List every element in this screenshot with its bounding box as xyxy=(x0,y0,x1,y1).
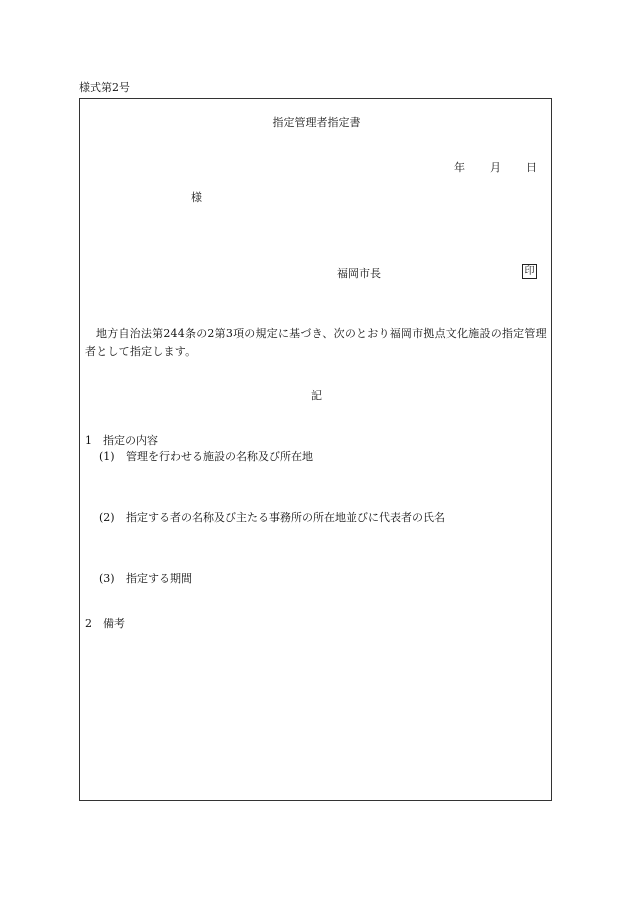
body-paragraph: 地方自治法第244条の2第3項の規定に基づき、次のとおり福岡市拠点文化施設の指定管理者として指定します。 xyxy=(85,327,547,358)
document-title: 指定管理者指定書 xyxy=(272,116,361,129)
subsection-number: (2) xyxy=(99,511,115,524)
form-number: 様式第2号 xyxy=(79,81,130,94)
date-day-label: 日 xyxy=(526,161,537,174)
seal-mark: 印 xyxy=(522,264,537,279)
subsection-label: 指定する者の名称及び主たる事務所の所在地並びに代表者の氏名 xyxy=(126,511,445,524)
section-label: 備考 xyxy=(103,617,125,630)
section-number: 1 xyxy=(85,434,92,447)
subsection-number: (3) xyxy=(99,572,115,585)
section-2 xyxy=(85,617,125,630)
section-number: 2 xyxy=(85,617,92,630)
subsection-3 xyxy=(99,572,192,585)
ki-heading: 記 xyxy=(311,389,322,402)
subsection-label: 管理を行わせる施設の名称及び所在地 xyxy=(126,450,313,463)
date-month-label: 月 xyxy=(490,161,501,174)
document-frame xyxy=(79,98,552,801)
subsection-1 xyxy=(99,450,313,463)
addressee-suffix: 様 xyxy=(191,191,202,204)
subsection-2 xyxy=(99,511,445,524)
date-year-label: 年 xyxy=(454,161,465,174)
subsection-number: (1) xyxy=(99,450,115,463)
issuer-name: 福岡市長 xyxy=(337,267,381,280)
section-1 xyxy=(85,434,158,447)
section-label: 指定の内容 xyxy=(103,434,158,447)
body-paragraph-block xyxy=(85,325,549,361)
subsection-label: 指定する期間 xyxy=(126,572,192,585)
